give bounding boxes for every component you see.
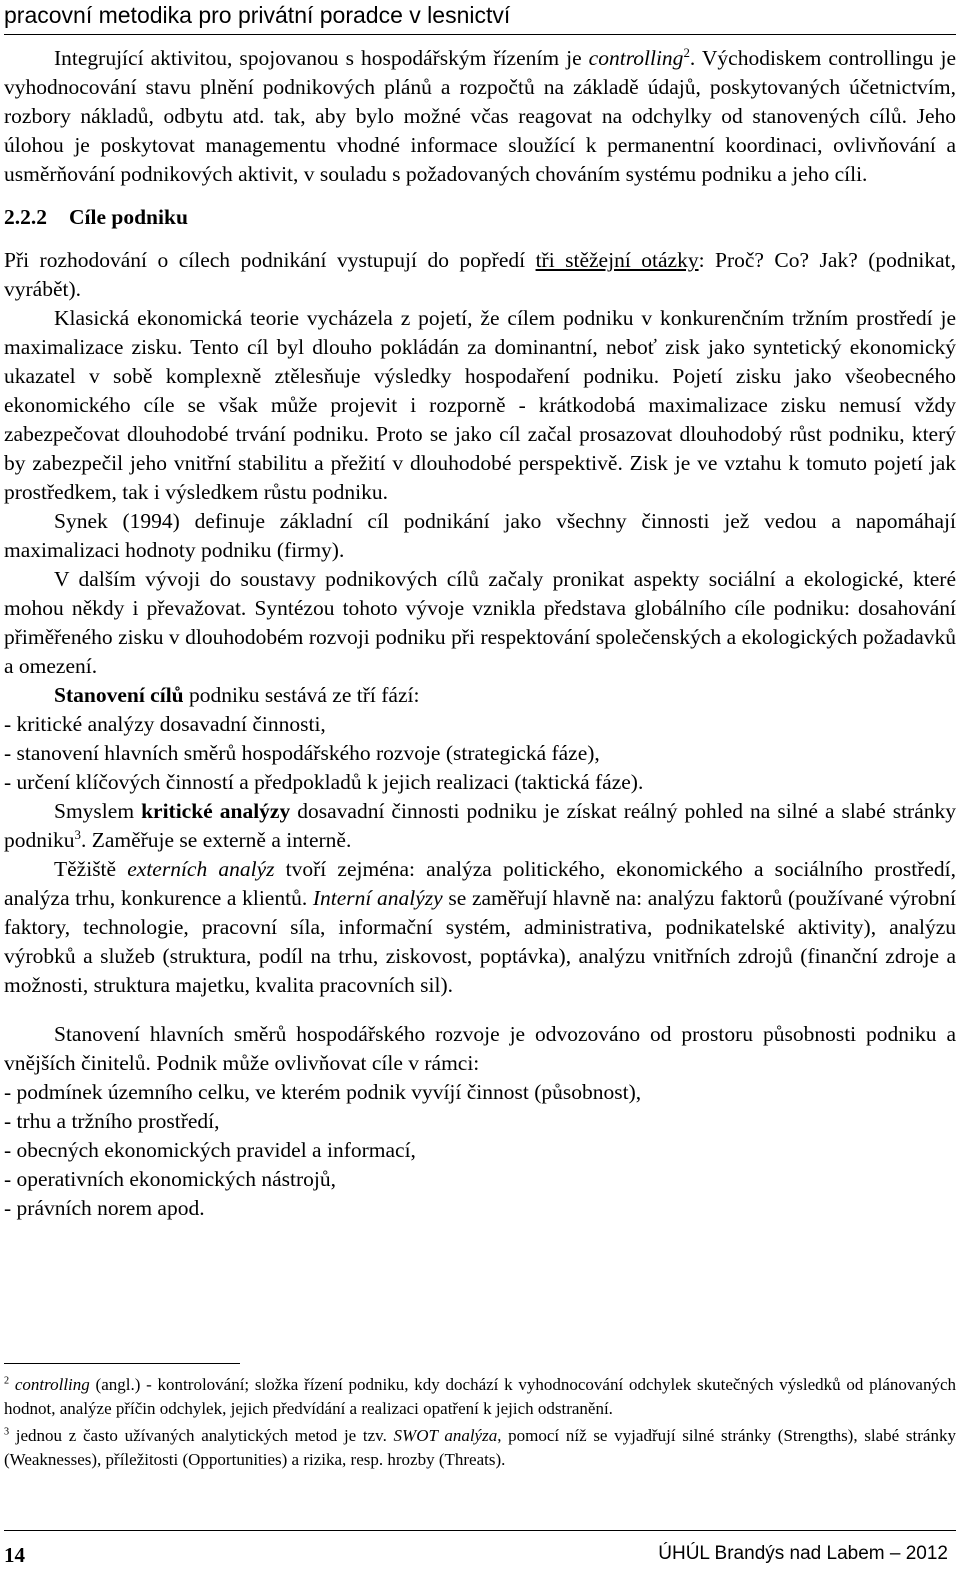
paragraph-main-directions: Stanovení hlavních směrů hospodářského rozvoje je odvozováno od prostoru působnosti podniku a vnějších činitelů. Podnik může ovlivňovat cíle v rámci: [4, 1022, 956, 1075]
paragraph-controlling [4, 44, 956, 189]
footnote-separator [4, 1363, 240, 1364]
main-content [4, 44, 956, 1223]
list-item: - kritické analýzy dosavadní činnosti, [4, 712, 326, 736]
paragraph-questions [4, 246, 956, 304]
paragraph-goal-setting [4, 681, 956, 710]
header-title: pracovní metodika pro privátní poradce v lesnictví [4, 2, 511, 28]
footnote-3 [4, 1424, 956, 1472]
footer-organization: ÚHÚL Brandýs nad Labem – 2012 [658, 1543, 948, 1564]
list-item: - stanovení hlavních směrů hospodářského rozvoje (strategická fáze), [4, 741, 600, 765]
footnote-ref[interactable]: 2 [683, 45, 690, 60]
paragraph-classic-theory: Klasická ekonomická teorie vycházela z pojetí, že cílem podniku v konkurenčním tržním prostředí je maximalizace zisku. Tento cíl byl dlouho pokládán za dominantní, neboť zisk jako syntetický ekonomický ukazatel v sobě komplexně ztělesňuje výsledky hospodaření podniku. Pojetí zisku jako všeobecného ekonomického cíle se však může projevit i rozporně - krátkodobá maximalizace zisku nemusí vždy zabezpečovat dlouhodobé trvání podniku. Proto se jako cíl začal prosazovat dlouhodobý růst podniku, který by zabezpečil jeho vnitřní stabilitu a přežití v dlouhodobé perspektivě. Zisk je ve vztahu k tomuto pojetí jak prostředkem, tak i výsledkem růstu podniku. [4, 306, 956, 504]
text: , pomocí níž se vyjadřují silné stránky (Strengths), slabé stránky (Weaknesses), příležitosti (Opportunities) a rizika, resp. hrozby (Threats). [4, 1426, 956, 1469]
spacer [4, 1000, 956, 1020]
page-number: 14 [4, 1543, 25, 1567]
list-item: - určení klíčových činností a předpokladů k jejich realizaci (taktická fáze). [4, 770, 644, 794]
paragraph-analyses [4, 855, 956, 1000]
section-heading [4, 203, 956, 232]
italic-text: externích analýz [127, 857, 275, 881]
page-footer [4, 1530, 956, 1569]
list-item: - operativních ekonomických nástrojů, [4, 1167, 336, 1191]
term-controlling: controlling [588, 46, 684, 70]
bold-text: kritické analýzy [141, 799, 291, 823]
footnotes [4, 1373, 956, 1475]
text: (angl.) - kontrolování; složka řízení podniku, kdy dochází k vyhodnocování odchylek skutečných výsledků od plánovaných hodnot, analýze příčin odchylek, jejich předvídání a realizaci opatření k jejich odstranění. [4, 1375, 956, 1418]
text: . Východiskem controllingu je vyhodnocování stavu plnění podnikových plánů a rozpočtů na základě údajů, poskytovaných účetnictvím, rozbory nákladů, odbytu atd. tak, aby bylo možné včas reagovat na odchylky od stanovených cílů. Jeho úlohou je poskytovat managementu vhodné informace sloužící k permanentní koordinaci, ovlivňování a usměrňování podnikových aktivit, v souladu s požadovaných chováním systému podniku a jeho cíli. [4, 46, 957, 186]
paragraph-critical-analysis [4, 797, 956, 855]
footnote-ref[interactable]: 3 [74, 827, 81, 842]
paragraph-synek: Synek (1994) definuje základní cíl podnikání jako všechny činnosti jež vedou a napomáhají maximalizaci hodnoty podniku (firmy). [4, 509, 956, 562]
paragraph-development: V dalším vývoji do soustavy podnikových cílů začaly pronikat aspekty sociální a ekologické, které mohou někdy i převažovat. Syntézou tohoto vývoje vznikla představa globálního cíle podniku: dosahování přiměřeného zisku v dlouhodobém rozvoji podniku při respektování společenských a ekologických požadavků a omezení. [4, 567, 956, 678]
page-header [4, 0, 956, 35]
list-item: - právních norem apod. [4, 1196, 205, 1220]
italic-text: controlling [14, 1375, 90, 1394]
italic-text: Interní analýzy [312, 886, 443, 910]
text: Při rozhodování o cílech podnikání vystupují do popředí [4, 248, 536, 272]
list-item: - trhu a tržního prostředí, [4, 1109, 220, 1133]
underlined-text: tři stěžejní otázky [535, 248, 699, 272]
text: tvoří zejména: analýza politického, ekonomického a sociálního prostředí, analýza trhu, konkurence a klientů. [4, 857, 956, 910]
text: . Zaměřuje se externě a interně. [80, 828, 352, 852]
list-item: - podmínek územního celku, ve kterém podnik vyvíjí činnost (působnost), [4, 1080, 642, 1104]
italic-text: SWOT analýza [393, 1426, 498, 1445]
text: podniku sestává ze tří fází: [183, 683, 420, 707]
footnote-number: 2 [4, 1375, 10, 1387]
text: Smyslem [54, 799, 142, 823]
text: Těžiště [54, 857, 128, 881]
text: se zaměřují hlavně na: analýzu faktorů (používané výrobní faktory, technologie, pracovní síla, informační systém, administrativa, podnikatelské aktivity), analýzu výrobků a služeb (struktura, podíl na trhu, ziskovost, poptávka), analýzu vnitřních zdrojů (finanční zdroje a možnosti, struktura majetku, kvalita pracovních sil). [4, 886, 956, 997]
text: Integrující aktivitou, spojovanou s hospodářským řízením je [54, 46, 589, 70]
bold-text: Stanovení cílů [54, 683, 184, 707]
footnote-number: 3 [4, 1426, 10, 1438]
section-number: 2.2.2 [4, 205, 47, 229]
text: dosavadní činnosti podniku je získat reálný pohled na silné a slabé stránky podniku [4, 799, 956, 852]
footnote-2 [4, 1373, 956, 1421]
list-item: - obecných ekonomických pravidel a informací, [4, 1138, 416, 1162]
text: jednou z často užívaných analytických metod je tzv. [9, 1426, 394, 1445]
text: : Proč? Co? Jak? (podnikat, vyrábět). [4, 248, 956, 301]
section-title: Cíle podniku [69, 205, 188, 229]
